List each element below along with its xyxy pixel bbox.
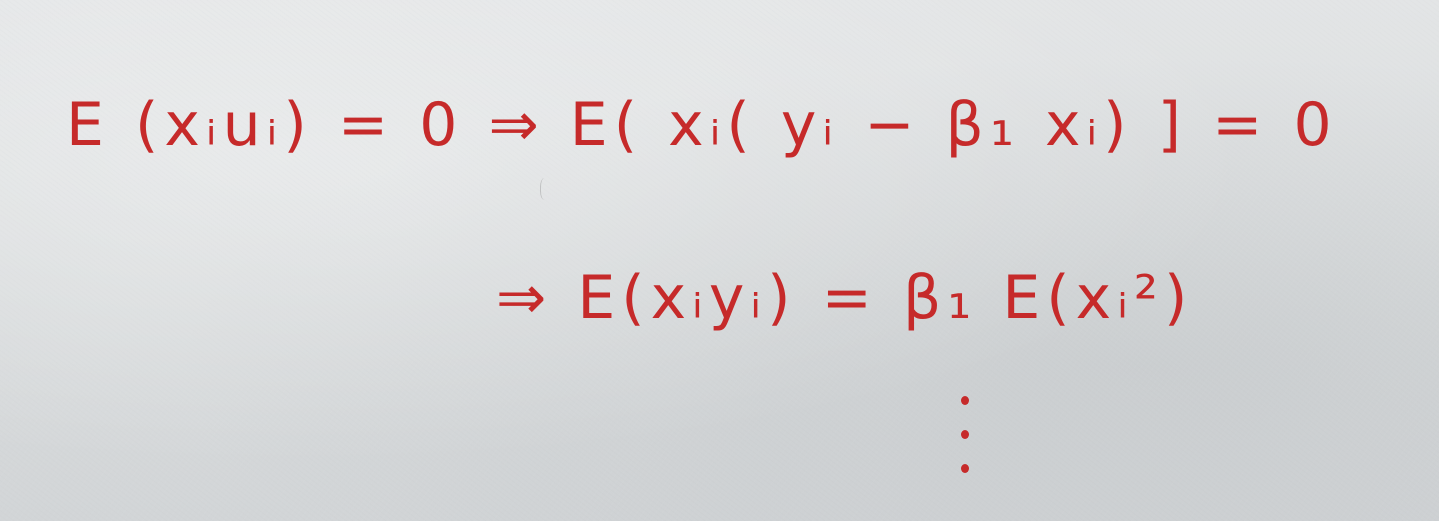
equation-line-1: E (xᵢuᵢ) = 0 ⇒ E( xᵢ( yᵢ − β₁ xᵢ) ] = 0 bbox=[66, 90, 1338, 160]
vertical-ellipsis bbox=[958, 392, 972, 482]
ellipsis-dot bbox=[961, 430, 969, 439]
equation-line-2: ⇒ E(xᵢyᵢ) = β₁ E(xᵢ²) bbox=[496, 263, 1194, 333]
pencil-smudge bbox=[540, 178, 551, 200]
ellipsis-dot bbox=[961, 396, 969, 405]
ellipsis-dot bbox=[961, 464, 969, 473]
